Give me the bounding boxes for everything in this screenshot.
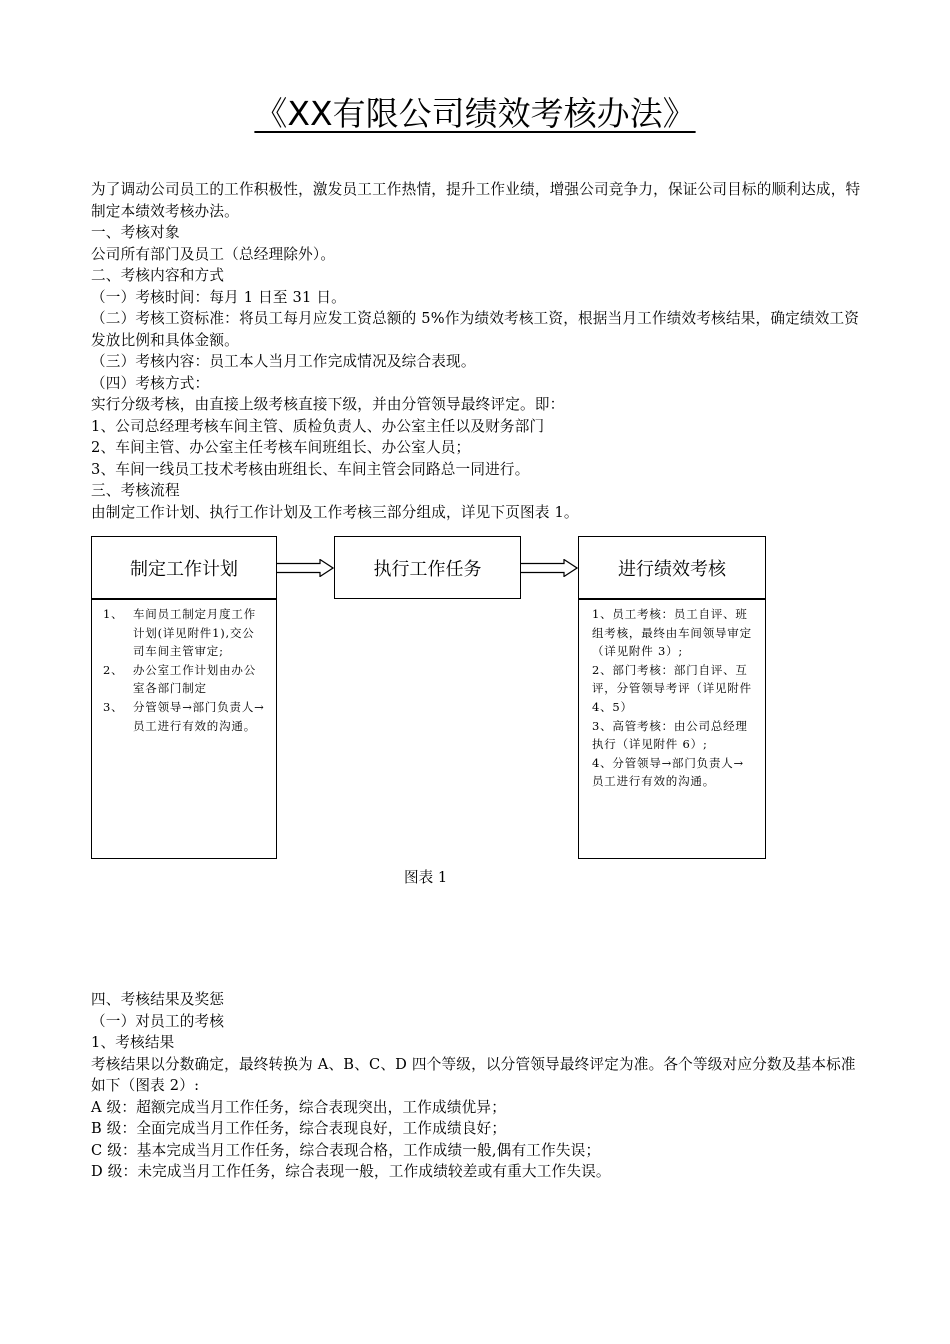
- paragraph: B 级：全面完成当月工作任务，综合表现良好，工作成绩良好；: [91, 1120, 507, 1137]
- paragraph: 3、车间一线员工技术考核由班组长、车间主管会同路总一同进行。: [91, 460, 530, 478]
- paragraph: 实行分级考核，由直接上级考核直接下级，并由分管领导最终评定。即：: [91, 396, 565, 413]
- flow-step-assess-label: 进行绩效考核: [618, 558, 726, 580]
- list-item-text: 车间员工制定月度工作计划(详见附件1),交公司车间主管审定;: [133, 607, 256, 659]
- flow-assess-details: [578, 599, 766, 859]
- list-item: [103, 698, 266, 735]
- heading: 1、考核结果: [91, 1034, 175, 1051]
- list-item-text: 分管领导→部门负责人→员工进行有效的沟通。: [133, 699, 265, 733]
- list-item: [103, 661, 266, 698]
- paragraph: 考核结果以分数确定，最终转换为 A、B、C、D 四个等级，以分管领导最终评定为准。各个等级对应分数及基本标准如下（图表 2）:: [91, 1055, 856, 1094]
- paragraph: （一）考核时间：每月 1 日至 31 日。: [91, 288, 346, 306]
- paragraph: 1、公司总经理考核车间主管、质检负责人、办公室主任以及财务部门: [91, 417, 545, 435]
- section-intro: [91, 179, 861, 523]
- flow-plan-details: [91, 599, 277, 859]
- heading: 二、考核内容和方式: [91, 267, 225, 284]
- list-item-number: 1、: [103, 607, 124, 621]
- paragraph: C 级：基本完成当月工作任务，综合表现合格，工作成绩一般,偶有工作失误；: [91, 1141, 601, 1159]
- paragraph: （三）考核内容：员工本人当月工作完成情况及综合表现。: [91, 353, 476, 370]
- flow-step-execute: [334, 536, 521, 599]
- flow-step-execute-label: 执行工作任务: [373, 558, 482, 580]
- figure-caption: 图表 1: [404, 869, 448, 886]
- paragraph: A 级：超额完成当月工作任务，综合表现突出，工作成绩优异；: [91, 1098, 507, 1116]
- list-item-number: 3、: [103, 699, 124, 714]
- paragraph: 为了调动公司员工的工作积极性，激发员工工作热情，提升工作业绩，增强公司竞争力，保证公司目标的顺利达成，特制定本绩效考核办法。: [91, 181, 861, 220]
- flow-step-plan-label: 制定工作计划: [130, 558, 238, 580]
- list-item: 1、员工考核：员工自评、班组考核，最终由车间领导审定（详见附件 3）;: [592, 607, 752, 659]
- paragraph: （四）考核方式：: [91, 374, 210, 392]
- flow-arrow-right-icon: [277, 559, 334, 577]
- flow-step-assess: [578, 536, 766, 599]
- heading: 四、考核结果及奖惩: [91, 991, 225, 1008]
- document-title-text: 《XX有限公司绩效考核办法》: [254, 94, 696, 133]
- heading: 一、考核对象: [91, 224, 180, 241]
- paragraph: D 级：未完成当月工作任务，综合表现一般，工作成绩较差或有重大工作失误。: [91, 1163, 611, 1180]
- list-item-number: 2、: [103, 662, 124, 677]
- list-item: 3、高管考核：由公司总经理执行（详见附件 6）;: [592, 718, 748, 752]
- paragraph: 2、车间主管、办公室主任考核车间班组长、办公室人员；: [91, 439, 471, 456]
- flow-step-plan: [91, 536, 277, 599]
- heading: （一）对员工的考核: [91, 1012, 225, 1030]
- paragraph: （二）考核工资标准：将员工每月应发工资总额的 5%作为绩效考核工资，根据当月工作绩效考核结果，确定绩效工资发放比例和具体金额。: [91, 310, 860, 349]
- list-item: [103, 605, 266, 661]
- document-title: [0, 92, 950, 136]
- paragraph: 公司所有部门及员工（总经理除外）。: [91, 245, 336, 263]
- section-results: [91, 989, 861, 1183]
- list-item: 2、部门考核：部门自评、互评，分管领导考评（详见附件 4、5）: [592, 662, 752, 714]
- list-item: 4、分管领导→部门负责人→员工进行有效的沟通。: [592, 755, 744, 789]
- list-item-text: 办公室工作计划由办公室各部门制定: [133, 662, 256, 696]
- flow-arrow-right-icon: [521, 559, 578, 577]
- paragraph: 由制定工作计划、执行工作计划及工作考核三部分组成，详见下页图表 1。: [91, 503, 579, 521]
- heading: 三、考核流程: [91, 482, 180, 499]
